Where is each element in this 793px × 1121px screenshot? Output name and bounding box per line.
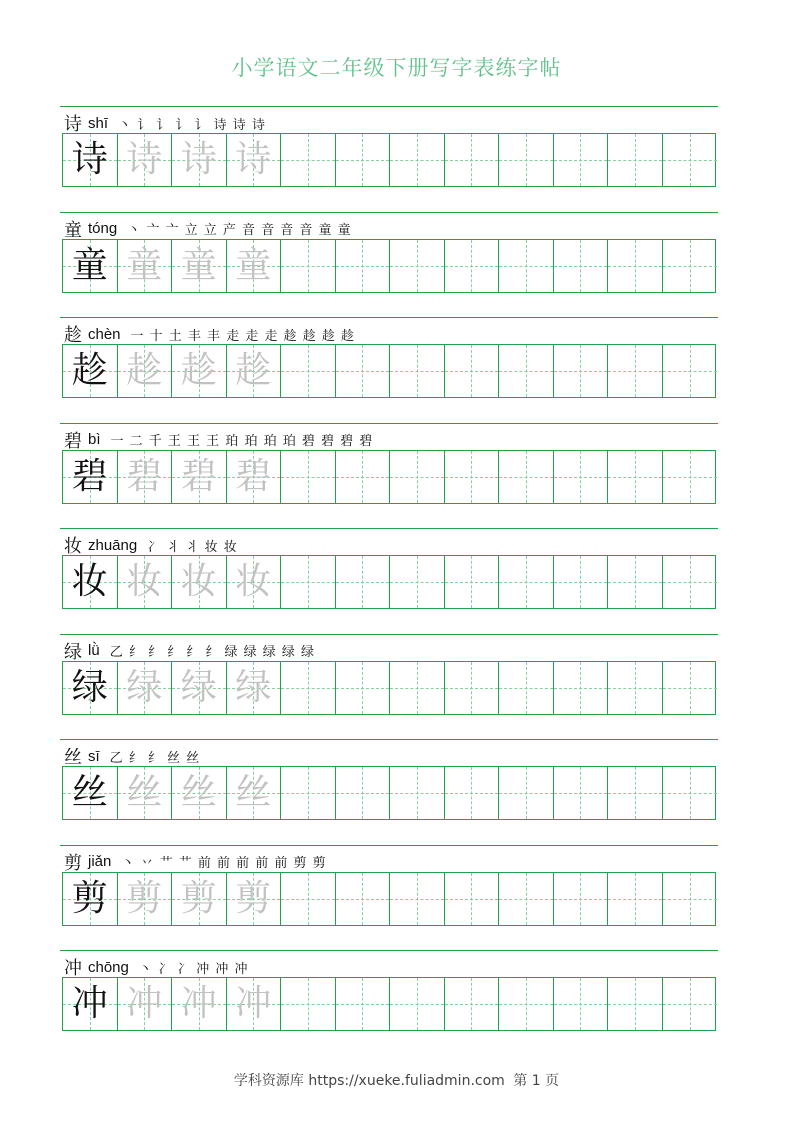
blank-cell [499,345,554,397]
trace-character: 剪 [180,877,217,919]
horizontal-guide [336,582,390,583]
trace-character: 趁 [180,350,217,391]
row-divider [60,106,718,107]
horizontal-guide [608,477,662,478]
model-cell [63,451,118,503]
model-character: 碧 [71,455,108,497]
label-pinyin: chèn [88,325,121,343]
blank-cell [663,345,718,397]
horizontal-guide [499,582,553,583]
model-character: 童 [71,244,108,286]
horizontal-guide [336,1004,390,1005]
writing-grid [62,450,716,504]
trace-cell [172,345,227,397]
practice-row [60,845,718,951]
horizontal-guide [663,371,718,372]
blank-cell [499,556,554,608]
blank-cell [336,240,391,292]
trace-cell [227,767,282,819]
trace-character: 诗 [126,139,163,180]
blank-cell [445,134,500,186]
model-cell [63,556,118,608]
trace-character: 丝 [235,772,272,813]
writing-grid [62,977,716,1031]
horizontal-guide [608,1004,662,1005]
horizontal-guide [608,371,662,372]
trace-cell [172,662,227,714]
blank-cell [554,345,609,397]
trace-cell [227,662,282,714]
label-character: 剪 [64,852,82,874]
horizontal-guide [390,371,444,372]
writing-grid [62,766,716,820]
horizontal-guide [445,266,499,267]
blank-cell [663,978,718,1030]
trace-cell [227,134,282,186]
trace-cell [172,873,227,925]
writing-grid [62,133,716,187]
model-cell [63,240,118,292]
page-footer [0,1070,793,1090]
label-character: 绿 [64,641,82,663]
horizontal-guide [445,160,499,161]
blank-cell [445,767,500,819]
horizontal-guide [390,793,444,794]
blank-cell [336,978,391,1030]
label-pinyin: jiǎn [88,853,112,870]
trace-character: 冲 [235,983,272,1024]
trace-character: 冲 [126,983,163,1024]
horizontal-guide [663,477,718,478]
blank-cell [445,345,500,397]
blank-cell [499,873,554,925]
blank-cell [281,451,336,503]
horizontal-guide [390,1004,444,1005]
model-cell [63,345,118,397]
practice-row [60,423,718,529]
trace-character: 童 [126,244,163,286]
horizontal-guide [554,793,608,794]
horizontal-guide [499,793,553,794]
trace-character: 丝 [126,772,163,813]
stroke-order: 丶 冫 冫 冲 冲 冲 [138,961,249,977]
label-pinyin: sī [88,747,100,765]
blank-cell [663,451,718,503]
label-character: 碧 [64,430,82,452]
trace-cell [227,873,282,925]
practice-row [60,950,718,1056]
horizontal-guide [390,688,444,689]
label-character: 童 [64,219,82,241]
writing-grid [62,239,716,293]
blank-cell [663,240,718,292]
horizontal-guide [663,160,718,161]
horizontal-guide [281,160,335,161]
trace-character: 诗 [235,139,272,180]
horizontal-guide [499,266,553,267]
horizontal-guide [554,477,608,478]
model-character: 趁 [71,350,108,391]
horizontal-guide [499,160,553,161]
stroke-order: 丶 丷 艹 艹 前 前 前 前 前 剪 剪 [121,856,327,871]
writing-grid [62,344,716,398]
label-pinyin: lǜ [88,642,100,659]
stroke-order: 丶 亠 亠 立 立 产 音 音 音 音 童 童 [127,223,352,238]
blank-cell [390,662,445,714]
trace-character: 妆 [235,561,272,602]
horizontal-guide [499,688,553,689]
horizontal-guide [608,688,662,689]
stroke-order: 乙 纟 纟 纟 纟 纟 绿 绿 绿 绿 绿 [109,645,316,660]
row-divider [60,739,718,740]
blank-cell [336,345,391,397]
horizontal-guide [663,899,718,900]
blank-cell [554,451,609,503]
label-pinyin: tóng [88,220,118,237]
blank-cell [499,451,554,503]
model-character: 丝 [71,772,108,813]
row-divider [60,845,718,846]
trace-cell [118,451,173,503]
model-character: 绿 [71,666,108,708]
horizontal-guide [663,688,718,689]
blank-cell [663,662,718,714]
stroke-order: 丶 讠 讠 讠 讠 诗 诗 诗 [118,117,266,133]
writing-grid [62,555,716,609]
blank-cell [336,134,391,186]
model-cell [63,134,118,186]
horizontal-guide [554,899,608,900]
blank-cell [663,873,718,925]
blank-cell [281,240,336,292]
horizontal-guide [281,688,335,689]
horizontal-guide [445,899,499,900]
trace-character: 碧 [126,455,163,497]
practice-row [60,634,718,740]
horizontal-guide [281,899,335,900]
horizontal-guide [445,371,499,372]
blank-cell [663,134,718,186]
horizontal-guide [445,793,499,794]
blank-cell [336,662,391,714]
horizontal-guide [281,582,335,583]
page-title: 小学语文二年级下册写字表练字帖 [231,56,562,80]
blank-cell [499,767,554,819]
trace-character: 趁 [126,350,163,391]
trace-cell [172,767,227,819]
horizontal-guide [390,160,444,161]
horizontal-guide [499,899,553,900]
horizontal-guide [554,371,608,372]
trace-character: 冲 [180,983,217,1024]
label-character: 丝 [64,747,82,768]
model-cell [63,662,118,714]
blank-cell [281,873,336,925]
blank-cell [554,873,609,925]
blank-cell [554,134,609,186]
blank-cell [608,345,663,397]
model-cell [63,978,118,1030]
footer-site: 学科资源库 https://xueke.fuliadmin.com [233,1073,505,1089]
blank-cell [336,873,391,925]
practice-row [60,739,718,845]
label-pinyin: bì [88,431,101,448]
trace-cell [172,451,227,503]
trace-cell [118,767,173,819]
horizontal-guide [336,266,390,267]
model-cell [63,873,118,925]
blank-cell [608,556,663,608]
horizontal-guide [608,582,662,583]
trace-cell [118,873,173,925]
blank-cell [336,556,391,608]
blank-cell [390,240,445,292]
blank-cell [390,345,445,397]
trace-character: 绿 [235,666,272,708]
horizontal-guide [608,160,662,161]
trace-character: 诗 [180,139,217,180]
trace-character: 妆 [180,561,217,602]
trace-character: 绿 [180,666,217,708]
blank-cell [390,978,445,1030]
blank-cell [390,134,445,186]
blank-cell [499,134,554,186]
horizontal-guide [608,793,662,794]
blank-cell [608,662,663,714]
blank-cell [281,556,336,608]
trace-cell [227,556,282,608]
horizontal-guide [336,899,390,900]
horizontal-guide [281,371,335,372]
blank-cell [390,767,445,819]
model-character: 冲 [71,983,108,1024]
blank-cell [554,240,609,292]
writing-grid [62,661,716,715]
trace-cell [172,978,227,1030]
trace-character: 碧 [180,455,217,497]
practice-row [60,317,718,423]
blank-cell [554,556,609,608]
trace-character: 童 [235,244,272,286]
row-divider [60,212,718,213]
stroke-order: 冫 丬 丬 妆 妆 [147,539,238,555]
trace-cell [118,556,173,608]
horizontal-guide [608,266,662,267]
horizontal-guide [663,793,718,794]
label-pinyin: zhuāng [88,536,138,554]
blank-cell [281,134,336,186]
trace-character: 剪 [126,877,163,919]
horizontal-guide [554,160,608,161]
horizontal-guide [336,371,390,372]
trace-cell [227,240,282,292]
horizontal-guide [554,1004,608,1005]
horizontal-guide [390,266,444,267]
horizontal-guide [554,266,608,267]
horizontal-guide [445,477,499,478]
horizontal-guide [336,477,390,478]
blank-cell [281,345,336,397]
blank-cell [663,767,718,819]
label-character: 诗 [64,114,82,135]
trace-cell [118,662,173,714]
trace-character: 趁 [235,350,272,391]
horizontal-guide [499,1004,553,1005]
trace-character: 丝 [180,772,217,813]
horizontal-guide [336,160,390,161]
row-divider [60,423,718,424]
blank-cell [499,662,554,714]
horizontal-guide [499,371,553,372]
practice-row [60,528,718,634]
trace-cell [172,556,227,608]
blank-cell [445,556,500,608]
blank-cell [281,767,336,819]
model-character: 剪 [71,877,108,919]
label-character: 冲 [64,958,82,979]
trace-cell [118,345,173,397]
trace-cell [227,978,282,1030]
row-divider [60,634,718,635]
horizontal-guide [390,477,444,478]
trace-cell [227,451,282,503]
horizontal-guide [281,266,335,267]
label-character: 妆 [64,536,82,557]
trace-character: 绿 [126,666,163,708]
trace-cell [118,134,173,186]
horizontal-guide [281,477,335,478]
page-number: 第 1 页 [513,1073,560,1089]
blank-cell [608,873,663,925]
practice-row [60,212,718,318]
row-divider [60,528,718,529]
blank-cell [608,978,663,1030]
blank-cell [608,767,663,819]
model-character: 诗 [71,139,108,180]
trace-cell [118,978,173,1030]
horizontal-guide [663,1004,718,1005]
blank-cell [445,662,500,714]
trace-cell [227,345,282,397]
horizontal-guide [336,793,390,794]
horizontal-guide [445,688,499,689]
blank-cell [445,978,500,1030]
blank-cell [608,134,663,186]
trace-cell [118,240,173,292]
blank-cell [281,662,336,714]
horizontal-guide [554,582,608,583]
blank-cell [554,662,609,714]
label-character: 趁 [64,325,82,346]
blank-cell [499,978,554,1030]
blank-cell [390,873,445,925]
blank-cell [663,556,718,608]
horizontal-guide [390,899,444,900]
horizontal-guide [445,1004,499,1005]
stroke-order: 一 二 千 王 王 王 珀 珀 珀 珀 碧 碧 碧 碧 [110,434,374,449]
stroke-order: 一 十 土 丰 丰 走 走 走 趁 趁 趁 趁 [130,328,355,344]
blank-cell [608,240,663,292]
trace-cell [172,134,227,186]
blank-cell [499,240,554,292]
blank-cell [608,451,663,503]
blank-cell [336,767,391,819]
horizontal-guide [281,793,335,794]
row-divider [60,950,718,951]
horizontal-guide [554,688,608,689]
model-character: 妆 [71,561,108,602]
model-cell [63,767,118,819]
horizontal-guide [390,582,444,583]
blank-cell [281,978,336,1030]
blank-cell [390,451,445,503]
blank-cell [336,451,391,503]
horizontal-guide [499,477,553,478]
row-divider [60,317,718,318]
horizontal-guide [281,1004,335,1005]
blank-cell [390,556,445,608]
trace-cell [172,240,227,292]
practice-row [60,106,718,212]
trace-character: 妆 [126,561,163,602]
blank-cell [445,451,500,503]
label-pinyin: shī [88,114,109,132]
stroke-order: 乙 纟 纟 丝 丝 [109,750,201,766]
blank-cell [554,978,609,1030]
blank-cell [554,767,609,819]
horizontal-guide [663,582,718,583]
trace-character: 剪 [235,877,272,919]
blank-cell [445,240,500,292]
label-pinyin: chōng [88,958,129,976]
horizontal-guide [608,899,662,900]
horizontal-guide [336,688,390,689]
writing-grid [62,872,716,926]
blank-cell [445,873,500,925]
horizontal-guide [445,582,499,583]
horizontal-guide [663,266,718,267]
trace-character: 碧 [235,455,272,497]
trace-character: 童 [180,244,217,286]
